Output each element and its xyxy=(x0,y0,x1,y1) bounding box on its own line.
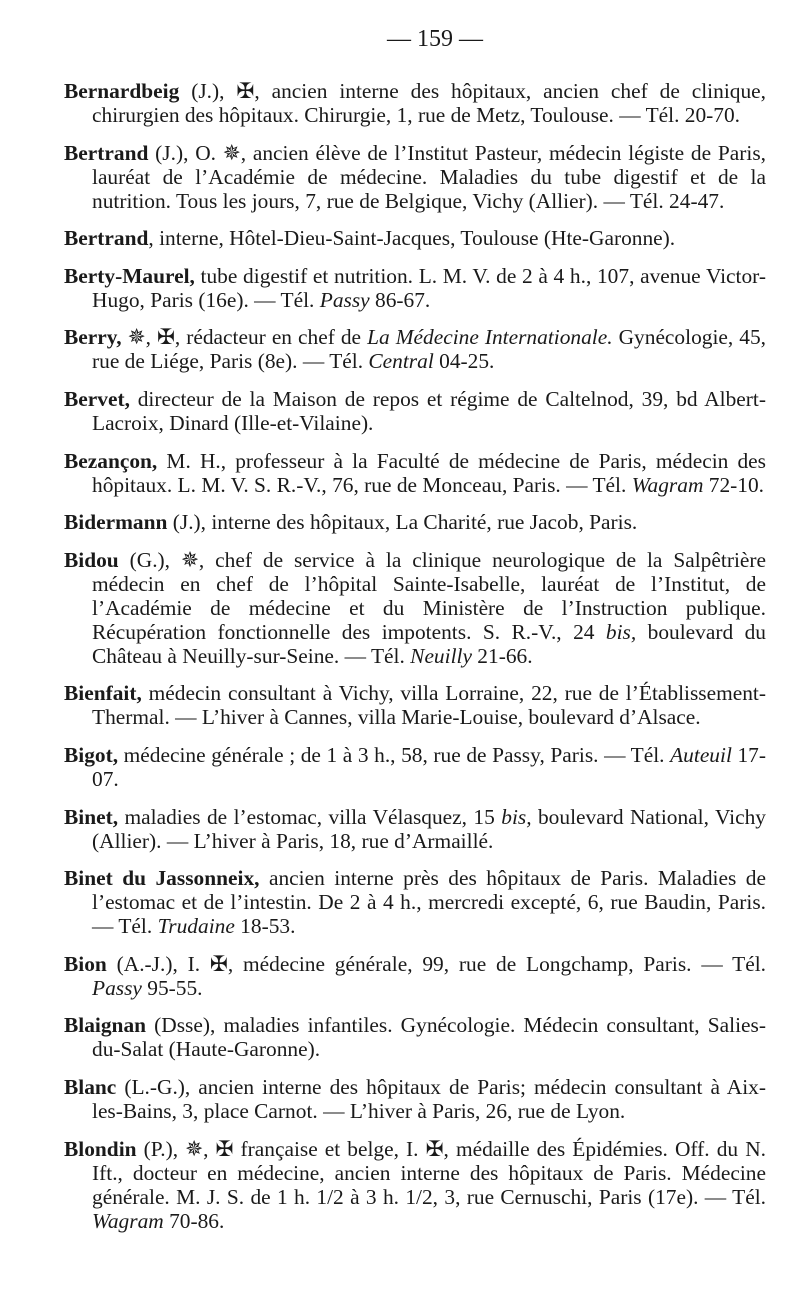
entry-details xyxy=(92,743,766,791)
entry-detail-text: ✵ xyxy=(222,140,241,165)
entry-detail-text: médecin consultant à Vichy, villa Lorraine, 22, rue de l’Établissement-Thermal. — L’hiver à Cannes, villa Marie-Louise, boulevard d’Alsace. xyxy=(92,681,766,730)
entry-detail-text: maladies de l’estomac, villa Vélasquez, 15 xyxy=(118,804,502,829)
entry-detail-text: 21-66. xyxy=(471,643,533,668)
entry-detail-text: ancien interne près des hôpitaux de Paris. Maladies de l’estomac et de l’intestin. De 2 à 4 h., mercredi excepté, 6, rue Baudin, Paris. — Tél. xyxy=(92,866,772,939)
directory-entry xyxy=(64,1013,766,1061)
directory-entry xyxy=(64,681,766,729)
entry-name: Bertrand xyxy=(64,226,149,251)
entry-detail-italic: Wagram xyxy=(92,1208,164,1233)
entry-detail-italic: Passy xyxy=(319,287,370,312)
entry-detail-text: (Dsse), maladies infantiles. Gynécologie. Médecin consultant, Salies-du-Salat (Haute-Garonne). xyxy=(92,1013,766,1062)
entry-detail-italic: Central xyxy=(368,349,434,374)
entry-name: Berry, xyxy=(64,325,122,350)
entry-details xyxy=(92,449,771,497)
entry-name: Bernardbeig xyxy=(64,79,180,103)
entry-details xyxy=(167,510,637,534)
entry-details xyxy=(92,681,766,729)
directory-entry xyxy=(64,387,766,435)
directory-entry xyxy=(64,866,772,939)
entry-name: Bidermann xyxy=(64,510,168,535)
entry-detail-text: (J.), interne des hôpitaux, La Charité, rue Jacob, Paris. xyxy=(167,510,638,535)
directory-entry xyxy=(64,510,766,534)
entry-detail-italic: Auteuil xyxy=(670,742,732,767)
entry-detail-italic: Neuilly xyxy=(410,643,472,668)
entry-detail-text: (A.-J.), I. ✠, médecine générale, 99, rue de Longchamp, Paris. — Tél. xyxy=(106,951,772,976)
entry-name: Binet du Jassonneix, xyxy=(64,866,260,891)
directory-entry xyxy=(64,140,772,213)
entry-name: Bion xyxy=(64,951,107,976)
entry-details xyxy=(92,387,766,435)
entry-details xyxy=(148,226,675,250)
directory-entry xyxy=(64,743,766,791)
entry-detail-text: 72-10. xyxy=(703,472,765,497)
entry-name: Bervet, xyxy=(64,386,130,411)
entry-detail-italic: bis, xyxy=(501,804,532,829)
entry-detail-italic: La Médecine Internationale. xyxy=(367,325,613,350)
entry-detail-text: M. H., professeur à la Faculté de médecine de Paris, médecin des hôpitaux. L. M. V. S. R.-V., 76, rue de Monceau, Paris. — Tél. xyxy=(92,448,772,497)
entry-details xyxy=(92,805,771,853)
entry-detail-text: 86-67. xyxy=(369,287,431,312)
entry-name: Bertrand xyxy=(64,140,149,165)
directory-entry xyxy=(64,1075,766,1123)
page-number: — 159 — xyxy=(387,26,483,52)
entry-detail-text: (J.), O. xyxy=(148,140,223,165)
entry-detail-text: ✵, ✠, rédacteur en chef de xyxy=(121,325,368,350)
entry-detail-text: , interne, Hôtel-Dieu-Saint-Jacques, Toulouse (Hte-Garonne). xyxy=(148,226,676,251)
entry-detail-text: tube digestif et nutrition. L. M. V. de 2 à 4 h., 107, avenue Victor-Hugo, Paris (16e). — Tél. xyxy=(92,263,766,312)
entry-name: Binet, xyxy=(64,804,119,829)
entry-details xyxy=(92,79,771,127)
entry-detail-italic: Wagram xyxy=(631,472,704,497)
directory-entry xyxy=(64,547,772,668)
entry-details xyxy=(92,141,771,213)
entry-name: Bezançon, xyxy=(64,448,158,473)
entry-detail-italic: Trudaine xyxy=(157,914,235,939)
entry-details xyxy=(92,1137,771,1233)
entry-details xyxy=(92,952,771,1000)
entry-detail-text: 04-25. xyxy=(433,349,495,374)
entry-detail-text: (J.), xyxy=(179,79,237,103)
entry-name: Bigot, xyxy=(64,742,119,767)
directory-entry xyxy=(64,951,772,1000)
directory-entry xyxy=(64,79,772,127)
entry-detail-text: (L.-G.), ancien interne des hôpitaux de Paris; médecin consultant à Aix-les-Bains, 3, place Carnot. — L’hiver à Paris, 26, rue de Lyon. xyxy=(92,1074,766,1123)
entry-detail-text: ✠ xyxy=(236,79,255,103)
entry-detail-text: , ancien élève de l’Institut Pasteur, médecin légiste de Paris, lauréat de l’Académie de médecine. Maladies du tube digestif et de la nutrition. Tous les jours, 7, rue de Belgique, Vichy (Allier). — Tél. 24-47. xyxy=(92,140,772,213)
directory-entry xyxy=(64,325,772,374)
directory-entries xyxy=(64,79,772,1233)
entry-detail-text: médecine générale ; de 1 à 3 h., 58, rue de Passy, Paris. — Tél. xyxy=(118,742,671,767)
directory-entry xyxy=(64,226,766,250)
entry-name: Berty-Maurel, xyxy=(64,263,195,288)
directory-entry xyxy=(64,264,766,312)
entry-name: Blanc xyxy=(64,1074,117,1099)
entry-detail-text: 18-53. xyxy=(234,914,296,939)
entry-name: Bidou xyxy=(64,547,119,572)
directory-entry xyxy=(64,448,772,497)
entry-detail-text: 70-86. xyxy=(163,1208,225,1233)
directory-entry xyxy=(64,1136,772,1233)
entry-details xyxy=(92,548,771,668)
entry-detail-text: (P.), ✵, ✠ française et belge, I. ✠, médaille des Épidémies. Off. du N. Ift., docteur en médecine, ancien interne des hôpitaux de Paris. Médecine générale. M. J. S. de 1 h. 1/2 à 3 h. 1/2, 3, rue Cernuschi, Paris (17e). — Tél. xyxy=(92,1136,772,1209)
entry-name: Bienfait, xyxy=(64,681,142,706)
directory-entry xyxy=(64,804,772,853)
entry-detail-text: boulevard du Château à Neuilly-sur-Seine. — Tél. xyxy=(92,619,772,668)
entry-detail-text: directeur de la Maison de repos et régime de Caltelnod, 39, bd Albert-Lacroix, Dinard (Ille-et-Vilaine). xyxy=(92,386,766,435)
entry-detail-text: (G.), ✵, chef de service à la clinique neurologique de la Salpêtrière médecin en chef de l’hôpital Sainte-Isabelle, lauréat de l’Institut, de l’Académie de médecine et du Ministère de l’Instruction publique. Récupération fonctionnelle des impotents. S. R.-V., 24 xyxy=(92,547,772,644)
entry-details xyxy=(92,1013,766,1061)
entry-name: Blaignan xyxy=(64,1013,147,1038)
entry-details xyxy=(92,325,771,373)
entry-detail-italic: bis, xyxy=(605,619,637,644)
entry-detail-text: Gynécologie, 45, rue de Liége, Paris (8e). — Tél. xyxy=(92,325,772,374)
entry-detail-italic: Passy xyxy=(92,975,142,1000)
entry-name: Blondin xyxy=(64,1136,137,1161)
entry-detail-text: 17-07. xyxy=(92,742,766,791)
entry-detail-text: 95-55. xyxy=(141,975,203,1000)
entry-detail-text: , ancien interne des hôpitaux, ancien chef de clinique, chirurgien des hôpitaux. Chirurgie, 1, rue de Metz, Toulouse. — Tél. 20-70. xyxy=(92,79,772,127)
entry-details xyxy=(92,1075,766,1123)
entry-detail-text: boulevard National, Vichy (Allier). — L’hiver à Paris, 18, rue d’Armaillé. xyxy=(92,804,772,853)
